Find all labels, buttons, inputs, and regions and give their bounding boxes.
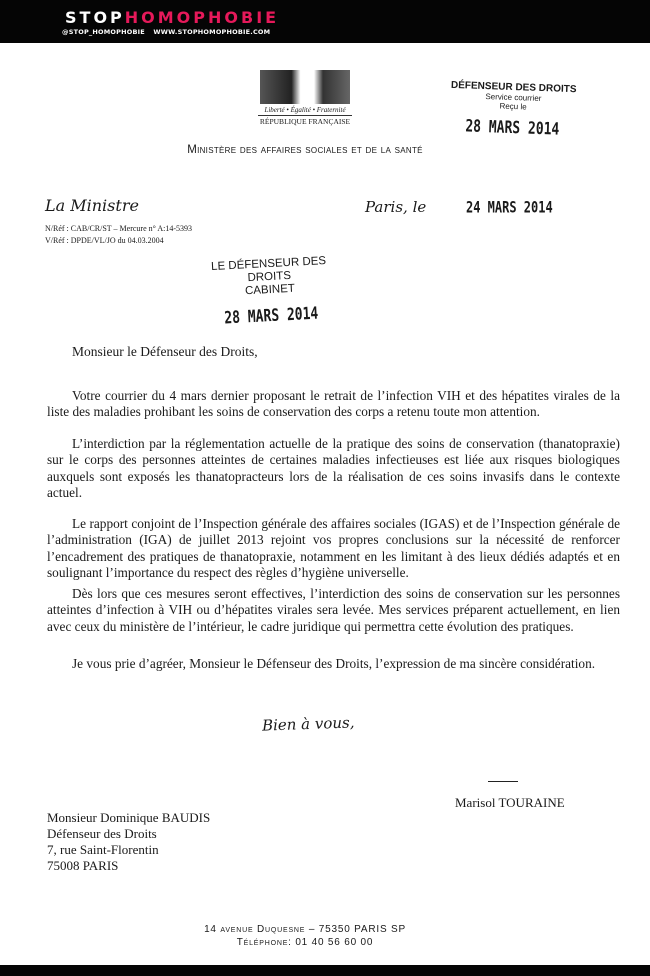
brand-homophobie: HOMOPHOBIE: [124, 8, 280, 27]
place: Paris, le: [365, 198, 427, 216]
our-reference: N/Réf : CAB/CR/ST – Mercure n° A:14-5393: [45, 224, 193, 233]
letter-footer: [0, 923, 610, 949]
body-paragraph: Le rapport conjoint de l’Inspection générale des affaires sociales (IGAS) et de l’Inspection générale de l’administration (IGA) de juillet 2013 rejoint vos propres conclusions sur la nécessité de renforcer l’encadrement des pratiques de thanatopraxie, notamment en les limitant à des lieux dédiés adaptés et en soulignant l’importance du respect des règles d’hygiène universelle.: [47, 516, 620, 580]
body-paragraph: L’interdiction par la réglementation actuelle de la pratique des soins de conservation (thanatopraxie) sur le corps des personnes atteintes de certaines maladies infectieuses est liée aux risques biologiques auxquels sont exposés les thanatopracteurs lors de la réalisation de ces soins invasifs dans le contexte actuel.: [47, 436, 620, 500]
marianne-logo: [258, 70, 352, 126]
address-line: 75008 PARIS: [47, 858, 119, 873]
brand-stop: STOP: [65, 8, 125, 27]
salutation: Monsieur le Défenseur des Droits,: [72, 344, 258, 359]
bottom-bar: [0, 965, 650, 976]
address-line: Défenseur des Droits: [47, 826, 157, 841]
republic-label: RÉPUBLIQUE FRANÇAISE: [259, 117, 351, 126]
footer-address: 14 avenue Duquesne – 75350 PARIS SP: [204, 924, 406, 935]
signature-underline: [488, 781, 518, 782]
body-paragraph: Je vous prie d’agréer, Monsieur le Défenseur des Droits, l’expression de ma sincère considération.: [72, 656, 596, 671]
stamp-date: 28 MARS 2014: [223, 304, 319, 329]
handwritten-closing: Bien à vous,: [261, 713, 355, 735]
address-line: Monsieur Dominique BAUDIS: [47, 810, 211, 825]
sender-title: La Ministre: [45, 196, 139, 215]
stamp-line: CABINET: [244, 282, 296, 298]
brand-handle: @STOP_HOMOPHOBIE: [62, 28, 145, 36]
body-paragraph: Votre courrier du 4 mars dernier proposant le retrait de l’infection VIH et des hépatites virales de la liste des maladies prohibant les soins de conservation des corps a retenu toute mon attention.: [47, 388, 620, 420]
body-paragraph: Dès lors que ces mesures seront effectives, l’interdiction des soins de conservation sur les personnes atteintes d’infection à VIH ou d’hépatites virales sera levée. Mes services préparent actuellement, en lien avec ceux du ministère de l’intérieur, le cadre juridique qui permettra cette évolution des pratiques.: [47, 586, 620, 634]
ministry-name: Ministère des affaires sociales et de la santé: [187, 144, 423, 156]
stamp-title: DÉFENSEUR DES DROITS: [450, 79, 577, 96]
address-line: 7, rue Saint-Florentin: [47, 842, 159, 857]
stamp-line: LE DÉFENSEUR DES DROITS: [210, 255, 327, 285]
brand-site: WWW.STOPHOMOPHOBIE.COM: [153, 28, 271, 36]
marianne-image: [260, 70, 350, 104]
stamp-line: Service courrier: [485, 92, 542, 103]
motto: Liberté • Égalité • Fraternité: [258, 106, 352, 116]
stamp-line: Reçu le: [499, 101, 527, 112]
received-stamp: [447, 80, 579, 139]
letter-date: 24 MARS 2014: [466, 198, 553, 217]
signatory-name: Marisol TOURAINE: [455, 795, 565, 810]
footer-phone: Téléphone: 01 40 56 60 00: [236, 937, 374, 948]
brand-logo: [65, 8, 279, 27]
your-reference: V/Réf : DPDE/VL/JO du 04.03.2004: [45, 236, 164, 245]
recipient-address: [47, 810, 210, 874]
stamp-date: 28 MARS 2014: [465, 117, 560, 140]
brand-subline: [62, 28, 270, 36]
cabinet-stamp: [188, 254, 351, 328]
